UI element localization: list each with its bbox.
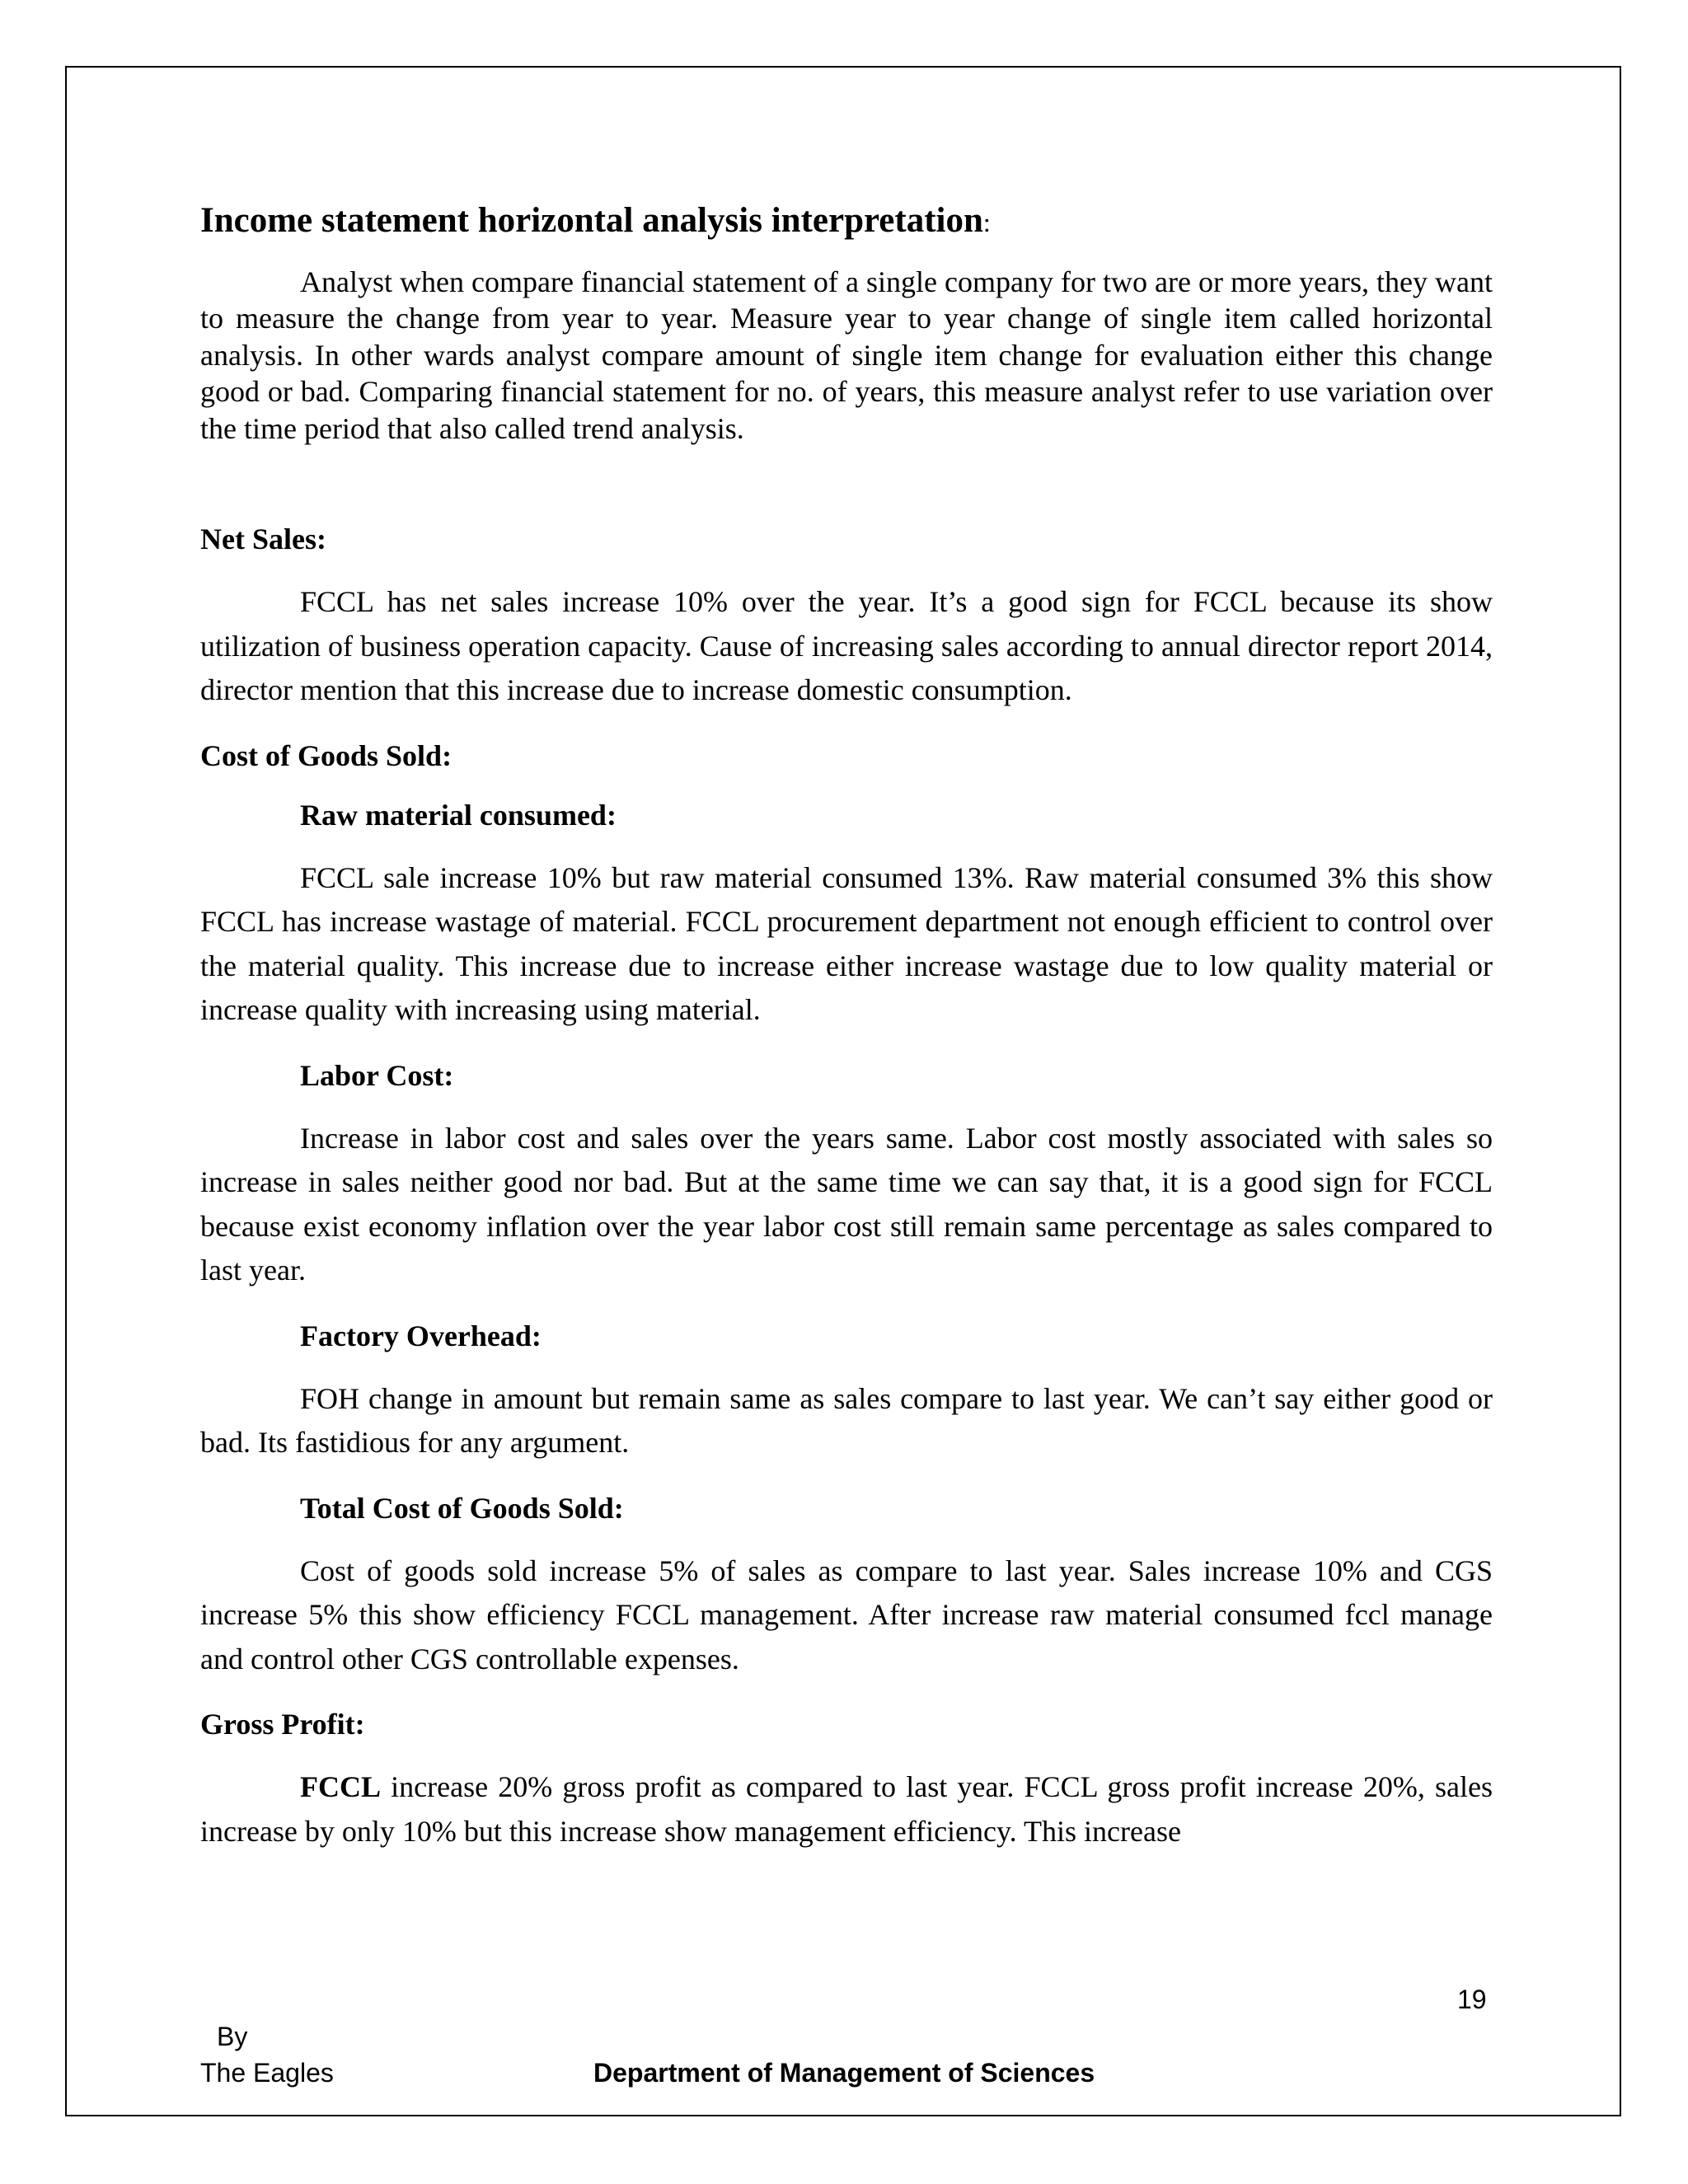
footer-author: The Eagles [200, 2058, 334, 2088]
factory-overhead-paragraph: FOH change in amount but remain same as sales compare to last year. We can’t say either good or bad. Its fastidious for any argument. [200, 1381, 1493, 1460]
factory-overhead-heading: Factory Overhead: [300, 1319, 542, 1352]
cogs-heading: Cost of Goods Sold: [200, 738, 452, 772]
page-title-colon: : [982, 208, 991, 237]
raw-material-paragraph: FCCL sale increase 10% but raw material consumed 13%. Raw material consumed 3% this show FCCL has increase wastage of material. FCCL procurement department not enough efficient to control over the material quality. This increase due to increase either increase wastage due to low quality material or increase quality with increasing using material. [200, 860, 1493, 1027]
footer-department: Department of Management of Sciences [593, 2058, 1095, 2088]
page-number: 19 [1457, 1985, 1487, 2014]
footer-by: By [217, 2022, 248, 2051]
net-sales-paragraph: FCCL has net sales increase 10% over the year. It’s a good sign for FCCL because its show utilization of business operation capacity. Cause of increasing sales according to annual director report 2014, director mention that this increase due to increase domestic consumption. [200, 585, 1493, 707]
total-cogs-paragraph: Cost of goods sold increase 5% of sales as compare to last year. Sales increase 10% and CGS increase 5% this show efficiency FCCL management. After increase raw material consumed fccl manage and control other CGS controllable expenses. [200, 1554, 1493, 1675]
document-content [200, 191, 1493, 1854]
raw-material-heading: Raw material consumed: [300, 798, 617, 832]
page-title [200, 199, 1493, 242]
gross-profit-paragraph [200, 1765, 1493, 1854]
intro-paragraph: Analyst when compare financial statement of a single company for two are or more years, they want to measure the change from year to year. Measure year to year change of single item called horizontal analysis. In other wards analyst compare amount of single item change for evaluation either this change good or bad. Comparing financial statement for no. of years, this measure analyst refer to use variation over the time period that also called trend analysis. [200, 265, 1493, 445]
labor-cost-heading: Labor Cost: [300, 1058, 454, 1092]
net-sales-heading: Net Sales: [200, 523, 326, 556]
gross-profit-text: increase 20% gross profit as compared to last year. FCCL gross profit increase 20%, sales increase by only 10% but this increase show management efficiency. This increase [200, 1770, 1493, 1848]
labor-cost-paragraph: Increase in labor cost and sales over the years same. Labor cost mostly associated with sales so increase in sales neither good nor bad. But at the same time we can say that, it is a good sign for FCCL because exist economy inflation over the year labor cost still remain same percentage as sales compared to last year. [200, 1121, 1493, 1287]
gross-profit-heading: Gross Profit: [200, 1708, 365, 1741]
total-cogs-heading: Total Cost of Goods Sold: [300, 1491, 624, 1525]
page-title-text: Income statement horizontal analysis interpretation [200, 201, 983, 240]
gross-profit-lead: FCCL [300, 1770, 381, 1804]
